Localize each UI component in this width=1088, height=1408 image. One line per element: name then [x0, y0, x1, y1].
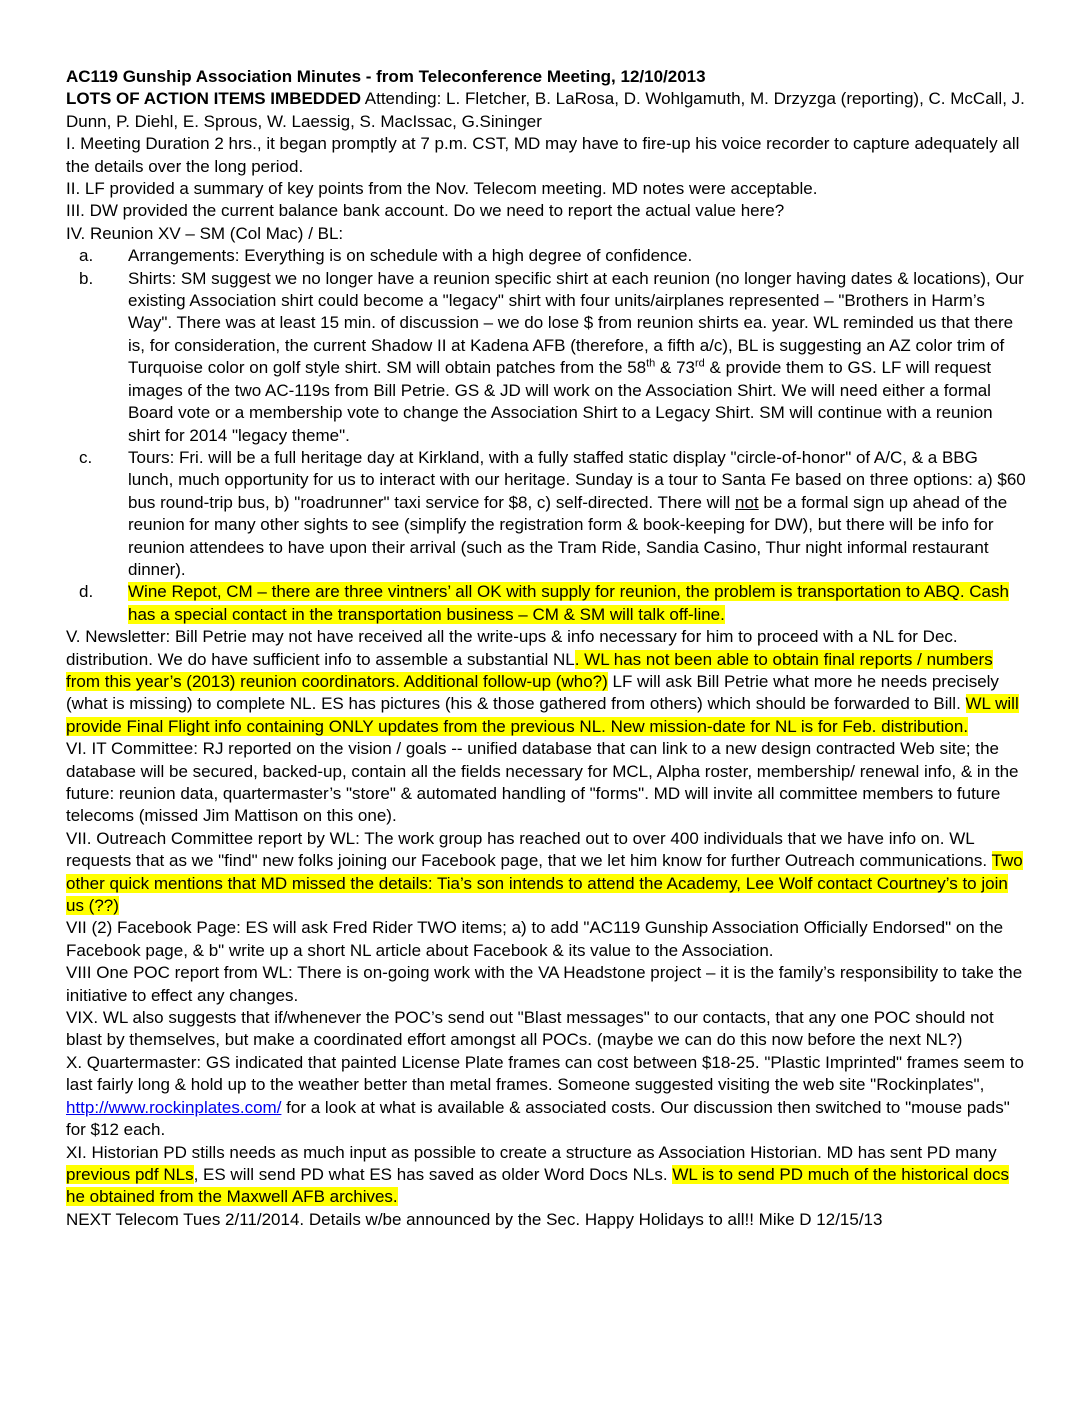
item-poc-report: VIII One POC report from WL: There is on-going work with the VA Headstone project – it is the family’s responsibility to take the initiative to effect any changes. [66, 963, 1023, 1005]
reunion-shirts [66, 268, 1026, 447]
item-reunion: IV. Reunion XV – SM (Col Mac) / BL: [66, 223, 344, 243]
item-outreach [66, 828, 1026, 918]
text-run: X. Quartermaster: GS indicated that painted License Plate frames can cost between $18-25. "Plastic Imprinted" frames seem to last fairly long & hold up to the weather better than metal frames. Someone suggested visiting the web site "Rockinplates", [66, 1052, 1024, 1095]
sub-text [128, 581, 1026, 626]
item-historian [66, 1142, 1026, 1209]
item-summary: II. LF provided a summary of key points from the Nov. Telecom meeting. MD notes were acceptable. [66, 179, 818, 199]
highlighted-text: . WL has not been able to obtain final reports / numbers from this year’s (2013) reunion coordinators. Additional follow-up (who?) [66, 649, 993, 691]
attendees-list: Attending: L. Fletcher, B. LaRosa, D. Wohlgamuth, M. Drzyzga (reporting), C. McCall, J. Dunn, P. Diehl, E. Sprous, W. Laessig, S. MacIssac, G.Sininger [66, 89, 1025, 131]
text-run: for a look at what is available & associated costs. Our discussion then switched to "mouse pads" for $12 each. [66, 1097, 1010, 1140]
sub-label: a. [79, 246, 94, 266]
item-meeting-duration: I. Meeting Duration 2 hrs., it began promptly at 7 p.m. CST, MD may have to fire-up his voice recorder to capture adequately all the details over the long period. [66, 134, 1020, 176]
text-run: , ES will send PD what ES has saved as older Word Docs NLs. [193, 1164, 673, 1184]
text-run: VII. Outreach Committee report by WL: The work group has reached out to over 400 individuals that we have info on. WL requests that as we "find" new folks joining our Facebook page, that we let him know for further Outreach communications. [66, 828, 992, 871]
text-run: Tours: Fri. will be a full heritage day at Kirkland, with a fully staffed static display "circle-of-honor" of A/C, & a BBG lunch, much opportunity for us to interact with our heritage. Sunday is a tour to Santa Fe based on three options: a) $60 bus round-trip bus, b) "roadrunner" taxi service for $8, c) self-directed. There will [128, 447, 1026, 512]
text-run: & 73 [655, 358, 696, 378]
sub-text [128, 447, 1026, 581]
superscript: rd [695, 357, 705, 370]
text-run: XI. Historian PD stills needs as much input as possible to create a structure as Association Historian. MD has sent PD many [66, 1142, 997, 1162]
sub-label: c. [79, 447, 93, 467]
text-run: be a formal sign up ahead of the reunion for many other sights to see (simplify the registration form & book-keeping for DW), but there will be info for reunion attendees to have upon their arrival (such as the Tram Ride, Sandia Casino, Thur night informal restaurant dinner). [128, 492, 1008, 579]
highlighted-text: WL is to send PD much of the historical docs he obtained from the Maxwell AFB archives. [66, 1164, 1009, 1207]
reunion-tours [66, 447, 1026, 581]
sub-text: Arrangements: Everything is on schedule with a high degree of confidence. [128, 246, 693, 266]
text-run: LF will ask Bill Petrie what more he needs precisely (what is missing) to complete NL. ES has pictures (his & those gathered from others) which should be forwarded to Bill. [66, 671, 999, 714]
highlighted-text: WL will provide Final Flight info containing ONLY updates from the previous NL. New mission-date for NL is for Feb. distribution. [66, 694, 1019, 736]
rockinplates-link[interactable]: http://www.rockinplates.com/ [66, 1097, 282, 1117]
item-quartermaster [66, 1052, 1026, 1142]
action-items-notice: LOTS OF ACTION ITEMS IMBEDDED [66, 89, 361, 109]
highlighted-text: Wine Repot, CM – there are three vintners’ all OK with supply for reunion, the problem is transportation to ABQ. Cash has a special contact in the transportation business – CM & SM will talk off-line. [128, 582, 1009, 624]
item-bank-account: III. DW provided the current balance bank account. Do we need to report the actual value here? [66, 201, 785, 221]
text-run: V. Newsletter: Bill Petrie may not have received all the write-ups & info necessary for him to proceed with a NL for Dec. distribution. We do have sufficient info to assemble a substantial NL [66, 627, 958, 669]
item-blast-messages: VIX. WL also suggests that if/whenever the POC’s send out "Blast messages" to our contacts, that any one POC should not blast by themselves, but make a coordinated effort amongst all POCs. (maybe we can do this now before the next NL?) [66, 1008, 994, 1050]
item-facebook: VII (2) Facebook Page: ES will ask Fred Rider TWO items; a) to add "AC119 Gunship Association Officially Endorsed" on the Facebook page, & b" write up a short NL article about Facebook & its value to the Association. [66, 918, 1004, 960]
text-run: Shirts: SM suggest we no longer have a reunion specific shirt at each reunion (no longer having dates & locations), Our existing Association shirt could become a "legacy" shirt with four units/airplanes represented – "Brothers in Harm’s Way". There was at least 15 min. of discussion – we do lose $ from reunion shirts ea. year. WL reminded us that there is, for consideration, the current Shadow II at Kadena AFB (therefore, a fifth a/c), BL is suggesting an AZ color trim of Turquoise color on golf style shirt. SM will obtain patches from the 58 [128, 268, 1024, 378]
sub-label: d. [79, 582, 94, 602]
sub-text [128, 268, 1026, 447]
reunion-wine-report [66, 581, 1026, 626]
text-run: & provide them to GS. LF will request images of the two AC-119s from Bill Petrie. GS & JD will work on the Association Shirt. We will need either a formal Board vote or a membership vote to change the Association Shirt to a Legacy Shirt. SM will continue with a reunion shirt for 2014 "legacy theme". [128, 358, 993, 445]
highlighted-text: previous pdf NLs [66, 1164, 194, 1184]
closing-note: NEXT Telecom Tues 2/11/2014. Details w/be announced by the Sec. Happy Holidays to all!! Mike D 12/15/13 [66, 1209, 883, 1229]
underlined-word: not [735, 492, 759, 512]
superscript: th [646, 357, 656, 370]
reunion-arrangements [66, 245, 1026, 267]
sub-label: b. [79, 268, 94, 288]
minutes-document [66, 66, 1026, 1231]
highlighted-text: Two other quick mentions that MD missed the details: Tia’s son intends to attend the Academy, Lee Wolf contact Courtney’s to join us (??) [66, 851, 1023, 916]
item-it-committee: VI. IT Committee: RJ reported on the vision / goals -- unified database that can link to a new design contracted Web site; the database will be secured, backed-up, contain all the fields necessary for MCL, Alpha roster, membership/ renewal info, & in the future: reunion data, quartermaster’s "store" & automated handling of "forms". MD will invite all committee members to future telecoms (missed Jim Mattison on this one). [66, 739, 1019, 826]
item-newsletter [66, 626, 1026, 738]
attending-paragraph [66, 88, 1026, 133]
document-title: AC119 Gunship Association Minutes - from Teleconference Meeting, 12/10/2013 [66, 67, 706, 86]
